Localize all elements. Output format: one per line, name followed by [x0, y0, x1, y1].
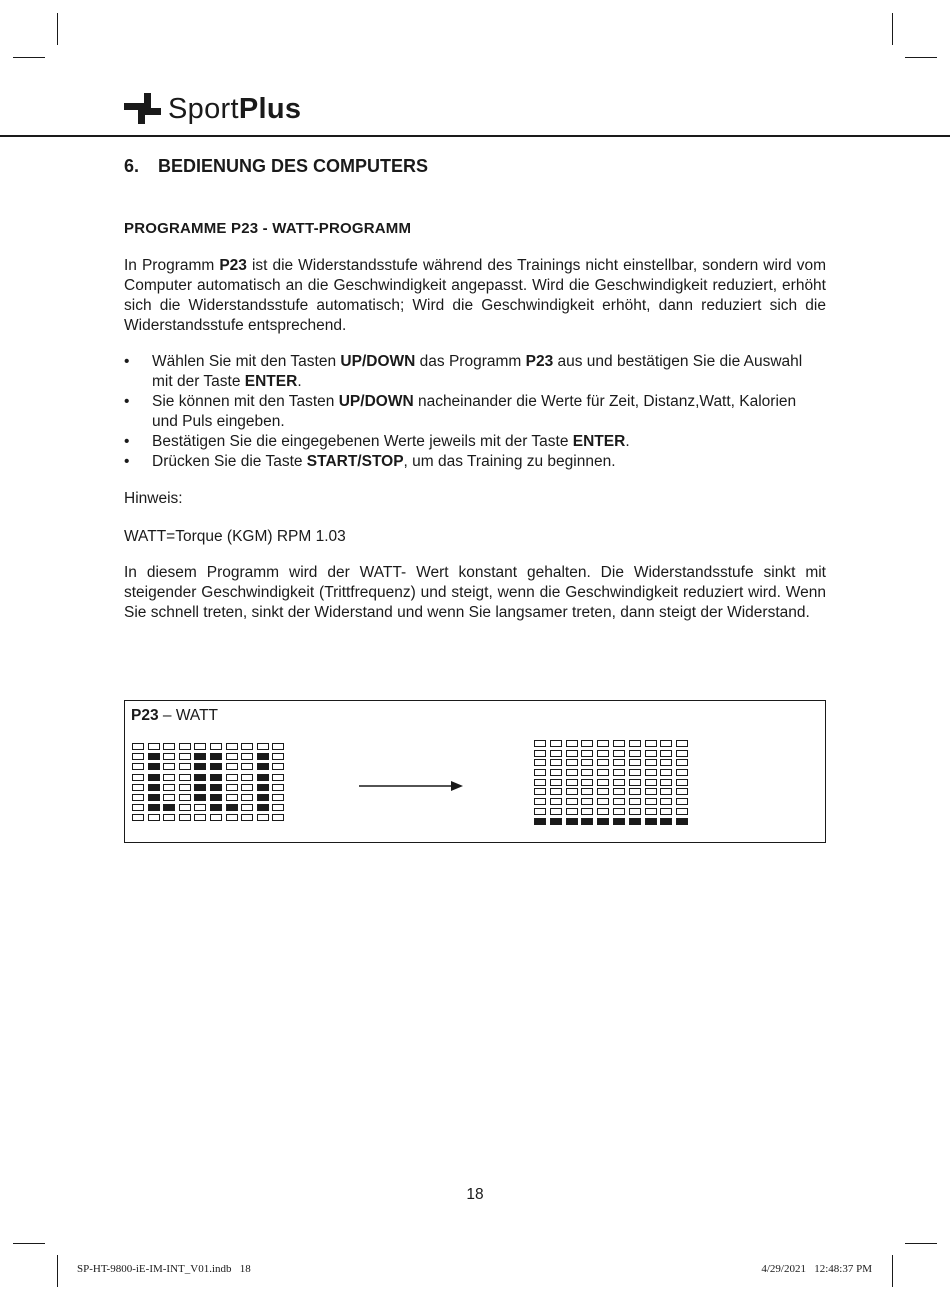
led-matrix-before [132, 743, 284, 821]
led-segment-off [534, 750, 546, 757]
subsection-heading: PROGRAMME P23 - WATT-PROGRAMM [124, 220, 412, 237]
led-segment-off [676, 798, 688, 805]
led-segment-off [272, 753, 284, 760]
led-segment-off [534, 798, 546, 805]
explanation-paragraph: In diesem Programm wird der WATT- Wert konstant gehalten. Die Widerstandsstufe sinkt mit steigender Geschwindigkeit (Trittfrequenz) und steigt, wenn die Geschwindigkeit reduziert wird. Wenn Sie schnell treten, sinkt der Widerstand und wenn Sie langsamer treten, dann steigt der Widerstand. [124, 564, 826, 621]
instruction-list [124, 352, 826, 472]
crop-mark [13, 57, 45, 58]
led-segment-off [194, 814, 206, 821]
led-segment-off [179, 743, 191, 750]
led-segment-on [163, 804, 175, 811]
led-segment-off [566, 759, 578, 766]
led-segment-off [550, 779, 562, 786]
header-rule [0, 135, 950, 137]
led-segment-off [272, 774, 284, 781]
led-segment-off [534, 779, 546, 786]
led-segment-off [163, 784, 175, 791]
led-segment-off [613, 750, 625, 757]
figure-title: P23 – WATT [131, 707, 219, 724]
led-segment-off [272, 763, 284, 770]
led-segment-off [629, 740, 641, 747]
led-segment-on [581, 818, 593, 825]
hint-label: Hinweis: [124, 490, 183, 507]
led-segment-off [660, 750, 672, 757]
led-segment-off [179, 794, 191, 801]
led-segment-off [534, 808, 546, 815]
section-number: 6. [124, 156, 140, 176]
led-segment-on [534, 818, 546, 825]
led-segment-off [613, 808, 625, 815]
led-segment-on [194, 763, 206, 770]
led-segment-off [660, 740, 672, 747]
led-matrix-after [534, 740, 688, 825]
led-segment-off [534, 759, 546, 766]
led-segment-off [257, 814, 269, 821]
led-segment-off [550, 750, 562, 757]
led-segment-off [676, 759, 688, 766]
led-segment-off [132, 753, 144, 760]
led-segment-off [148, 743, 160, 750]
led-segment-on [226, 804, 238, 811]
led-segment-on [194, 784, 206, 791]
led-segment-off [534, 740, 546, 747]
led-segment-off [132, 794, 144, 801]
led-segment-on [257, 784, 269, 791]
led-segment-off [597, 808, 609, 815]
print-file-name: SP-HT-9800-iE-IM-INT_V01.indb 18 [77, 1263, 251, 1275]
led-segment-off [597, 740, 609, 747]
led-segment-off [613, 740, 625, 747]
crop-mark [57, 1255, 58, 1287]
crop-mark [13, 1243, 45, 1244]
led-segment-off [613, 759, 625, 766]
led-segment-off [629, 759, 641, 766]
led-segment-off [179, 774, 191, 781]
led-segment-off [226, 794, 238, 801]
led-segment-off [566, 779, 578, 786]
crop-mark [905, 1243, 937, 1244]
led-segment-off [272, 743, 284, 750]
led-segment-off [226, 743, 238, 750]
list-item: • Bestätigen Sie die eingegebenen Werte jeweils mit der Taste ENTER. [124, 432, 826, 452]
list-item: • Drücken Sie die Taste START/STOP, um das Training zu beginnen. [124, 452, 826, 472]
led-segment-on [566, 818, 578, 825]
led-segment-off [660, 798, 672, 805]
brand-logo [124, 90, 301, 128]
led-segment-on [257, 763, 269, 770]
led-segment-on [597, 818, 609, 825]
led-segment-on [210, 774, 222, 781]
led-segment-off [179, 784, 191, 791]
led-segment-off [241, 743, 253, 750]
led-segment-off [179, 753, 191, 760]
led-segment-on [645, 818, 657, 825]
led-segment-off [676, 769, 688, 776]
led-segment-off [660, 769, 672, 776]
led-segment-off [629, 808, 641, 815]
led-segment-off [597, 798, 609, 805]
led-segment-off [226, 763, 238, 770]
led-segment-off [241, 814, 253, 821]
led-segment-off [581, 759, 593, 766]
led-segment-on [194, 794, 206, 801]
led-segment-off [676, 788, 688, 795]
led-segment-on [257, 804, 269, 811]
led-segment-off [550, 808, 562, 815]
led-segment-off [132, 774, 144, 781]
led-segment-off [566, 769, 578, 776]
led-segment-off [226, 784, 238, 791]
led-segment-off [179, 814, 191, 821]
led-segment-off [645, 808, 657, 815]
led-segment-off [629, 779, 641, 786]
led-segment-off [550, 788, 562, 795]
led-segment-on [613, 818, 625, 825]
led-segment-off [645, 769, 657, 776]
list-item: • Sie können mit den Tasten UP/DOWN nacheinander die Werte für Zeit, Distanz,Watt, Kalorien und Puls eingeben. [124, 392, 826, 432]
led-segment-on [660, 818, 672, 825]
led-segment-on [210, 784, 222, 791]
led-segment-off [581, 788, 593, 795]
section-heading [124, 156, 428, 177]
led-segment-on [148, 794, 160, 801]
led-segment-on [210, 804, 222, 811]
led-segment-off [550, 769, 562, 776]
led-segment-off [645, 788, 657, 795]
led-segment-on [257, 753, 269, 760]
led-segment-off [534, 769, 546, 776]
led-segment-off [581, 779, 593, 786]
led-segment-off [132, 804, 144, 811]
led-segment-off [257, 743, 269, 750]
crop-mark [905, 57, 937, 58]
led-segment-off [272, 804, 284, 811]
led-segment-off [132, 814, 144, 821]
led-segment-on [257, 774, 269, 781]
led-segment-off [226, 753, 238, 760]
led-segment-off [272, 814, 284, 821]
program-figure [124, 700, 826, 843]
led-segment-off [179, 804, 191, 811]
led-segment-off [676, 740, 688, 747]
led-segment-on [676, 818, 688, 825]
page-number: 18 [466, 1186, 484, 1203]
led-segment-off [132, 784, 144, 791]
led-segment-off [613, 798, 625, 805]
led-segment-off [676, 779, 688, 786]
led-segment-off [226, 814, 238, 821]
led-segment-off [241, 763, 253, 770]
led-segment-off [645, 740, 657, 747]
led-segment-on [210, 794, 222, 801]
led-segment-on [629, 818, 641, 825]
led-segment-off [179, 763, 191, 770]
led-segment-off [597, 759, 609, 766]
led-segment-off [241, 804, 253, 811]
led-segment-off [163, 763, 175, 770]
led-segment-off [272, 784, 284, 791]
led-segment-off [613, 779, 625, 786]
section-title: BEDIENUNG DES COMPUTERS [158, 156, 429, 176]
led-segment-off [581, 808, 593, 815]
led-segment-off [597, 788, 609, 795]
led-segment-off [597, 779, 609, 786]
crop-mark [57, 13, 58, 45]
led-segment-off [581, 798, 593, 805]
led-segment-off [194, 743, 206, 750]
led-segment-off [148, 814, 160, 821]
led-segment-off [597, 750, 609, 757]
led-segment-off [676, 750, 688, 757]
led-segment-off [241, 774, 253, 781]
led-segment-off [613, 769, 625, 776]
crop-mark [892, 1255, 893, 1287]
led-segment-off [241, 753, 253, 760]
led-segment-off [272, 794, 284, 801]
led-segment-off [629, 769, 641, 776]
crop-mark [892, 13, 893, 45]
led-segment-off [581, 750, 593, 757]
led-segment-off [645, 798, 657, 805]
led-segment-off [566, 788, 578, 795]
led-segment-off [660, 788, 672, 795]
led-segment-on [148, 784, 160, 791]
led-segment-off [645, 779, 657, 786]
brand-name: SportPlus [168, 92, 302, 125]
intro-paragraph: In Programm P23 ist die Widerstandsstufe während des Trainings nicht einstellbar, sondern wird vom Computer automatisch an die Geschwindigkeit angepasst. Wird die Geschwindigkeit reduziert, erhöht sich die Widerstandsstufe automatisch; Wird die Geschwindigkeit erhöht, dann reduziert sich die Widerstandsstufe entsprechend. [124, 257, 827, 334]
print-timestamp: 4/29/2021 12:48:37 PM [761, 1263, 872, 1275]
led-segment-off [210, 743, 222, 750]
led-segment-off [163, 794, 175, 801]
led-segment-off [132, 743, 144, 750]
led-segment-on [194, 753, 206, 760]
led-segment-off [581, 740, 593, 747]
led-segment-off [645, 750, 657, 757]
led-segment-off [550, 759, 562, 766]
led-segment-off [241, 794, 253, 801]
led-segment-off [581, 769, 593, 776]
led-segment-off [163, 774, 175, 781]
led-segment-off [534, 788, 546, 795]
led-segment-off [613, 788, 625, 795]
led-segment-off [241, 784, 253, 791]
led-segment-off [660, 808, 672, 815]
led-segment-on [148, 774, 160, 781]
led-segment-off [210, 814, 222, 821]
led-segment-on [210, 763, 222, 770]
led-segment-on [148, 753, 160, 760]
led-segment-on [148, 804, 160, 811]
led-segment-off [163, 743, 175, 750]
arrow-right-icon [359, 778, 463, 788]
led-segment-on [148, 763, 160, 770]
led-segment-off [550, 740, 562, 747]
led-segment-off [566, 750, 578, 757]
led-segment-off [597, 769, 609, 776]
sportplus-cross-logo-icon [124, 90, 162, 128]
led-segment-off [226, 774, 238, 781]
led-segment-on [210, 753, 222, 760]
led-segment-off [163, 814, 175, 821]
led-segment-on [194, 774, 206, 781]
led-segment-off [660, 779, 672, 786]
led-segment-off [163, 753, 175, 760]
led-segment-off [550, 798, 562, 805]
watt-formula: WATT=Torque (KGM) RPM 1.03 [124, 528, 346, 545]
led-segment-off [629, 798, 641, 805]
led-segment-on [257, 794, 269, 801]
list-item: • Wählen Sie mit den Tasten UP/DOWN das Programm P23 aus und bestätigen Sie die Auswahl mit der Taste ENTER. [124, 352, 826, 392]
led-segment-off [132, 763, 144, 770]
led-segment-off [660, 759, 672, 766]
led-segment-off [566, 740, 578, 747]
led-segment-on [550, 818, 562, 825]
led-segment-off [629, 750, 641, 757]
led-segment-off [629, 788, 641, 795]
led-segment-off [645, 759, 657, 766]
led-segment-off [676, 808, 688, 815]
led-segment-off [566, 798, 578, 805]
led-segment-off [194, 804, 206, 811]
led-segment-off [566, 808, 578, 815]
